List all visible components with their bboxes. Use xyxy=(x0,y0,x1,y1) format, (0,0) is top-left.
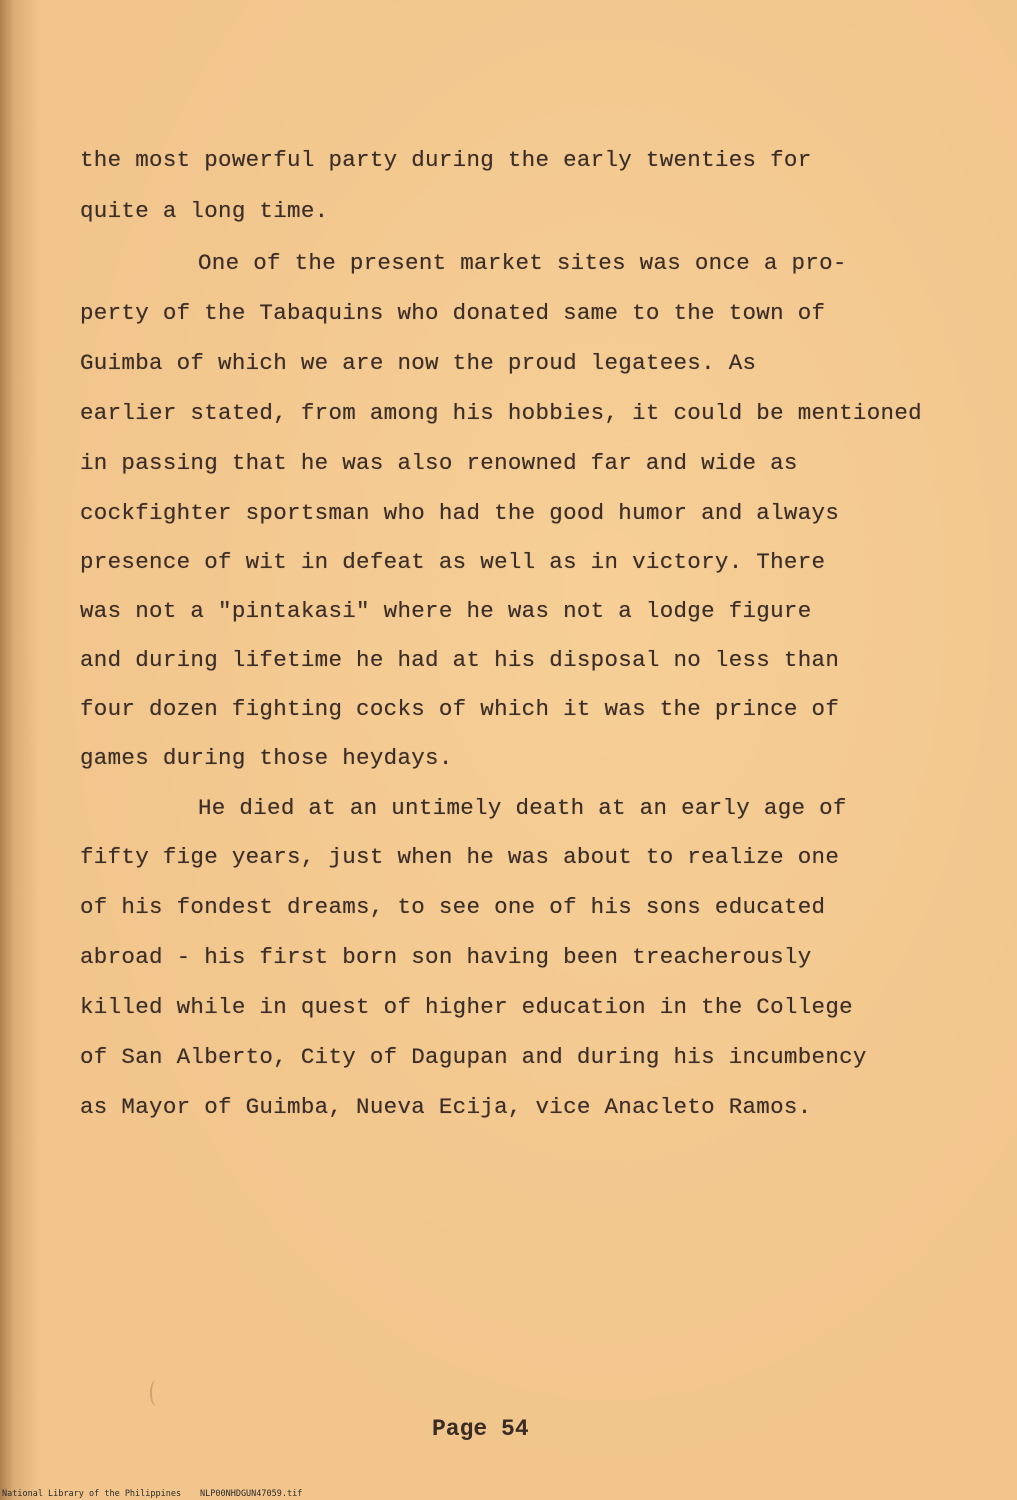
text-line-5: Guimba of which we are now the proud legatees. As xyxy=(80,350,757,376)
text-line-6: earlier stated, from among his hobbies, it could be mentioned xyxy=(80,400,922,426)
text-line-8: cockfighter sportsman who had the good humor and always xyxy=(80,500,840,526)
footer-library-name: National Library of the Philippines xyxy=(2,1489,182,1499)
text-line-10: was not a "pintakasi" where he was not a lodge figure xyxy=(80,598,812,624)
text-line-13: games during those heydays. xyxy=(80,745,453,771)
text-line-20: as Mayor of Guimba, Nueva Ecija, vice Anacleto Ramos. xyxy=(80,1094,812,1120)
text-line-9: presence of wit in defeat as well as in victory. There xyxy=(80,549,826,575)
text-line-16: of his fondest dreams, to see one of his sons educated xyxy=(80,894,826,920)
text-line-15: fifty fige years, just when he was about to realize one xyxy=(80,844,840,870)
pencil-mark xyxy=(150,1380,162,1406)
text-line-3: One of the present market sites was once a pro- xyxy=(198,250,847,276)
text-line-7: in passing that he was also renowned far and wide as xyxy=(80,450,798,476)
text-line-17: abroad - his first born son having been treacherously xyxy=(80,944,812,970)
text-line-14: He died at an untimely death at an early age of xyxy=(198,795,847,821)
text-line-19: of San Alberto, City of Dagupan and during his incumbency xyxy=(80,1044,867,1070)
footer-filename: NLP00NHDGUN47059.tif xyxy=(200,1489,303,1499)
text-line-11: and during lifetime he had at his disposal no less than xyxy=(80,647,840,673)
text-line-1: the most powerful party during the early twenties for xyxy=(80,147,812,173)
text-line-12: four dozen fighting cocks of which it was the prince of xyxy=(80,696,840,722)
text-line-18: killed while in quest of higher education in the College xyxy=(80,994,853,1020)
text-line-2: quite a long time. xyxy=(80,198,329,224)
text-line-4: perty of the Tabaquins who donated same to the town of xyxy=(80,300,826,326)
page-number: Page 54 xyxy=(432,1416,529,1442)
